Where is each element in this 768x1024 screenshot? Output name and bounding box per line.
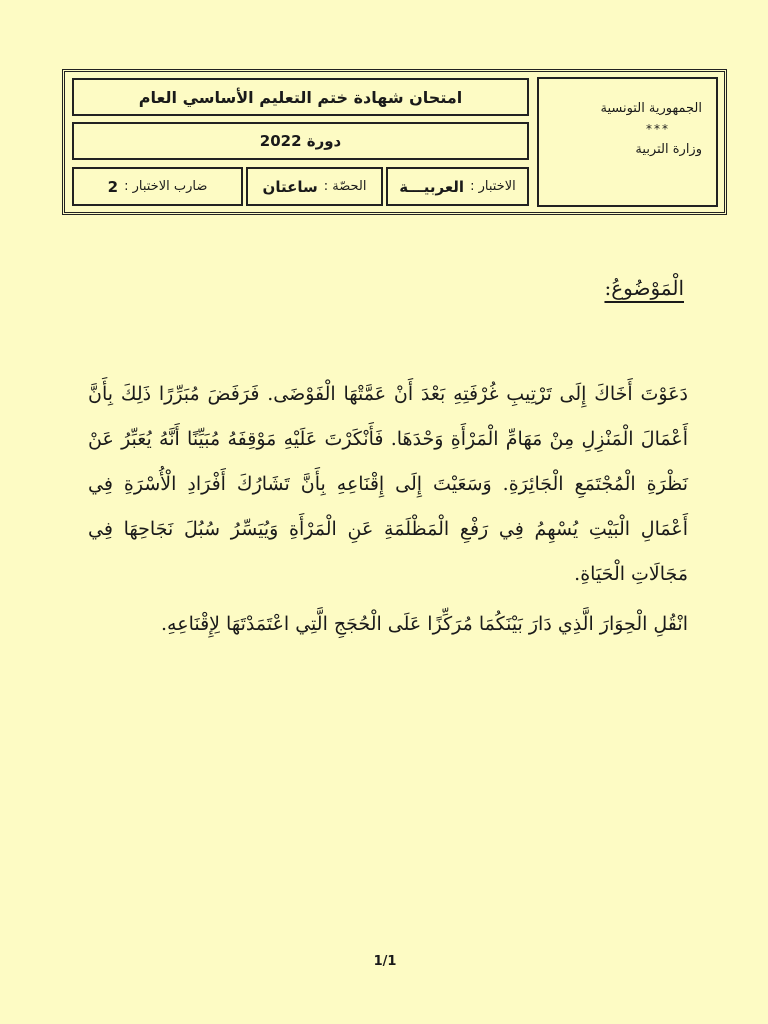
prompt-paragraph: دَعَوْتَ أَخَاكَ إِلَى تَرْتِيبِ غُرْفَتِهِ بَعْدَ أَنْ عَمَّتْهَا الْفَوْضَى. فَرَفَضَ مُبَرِّرًا ذَلِكَ بِأَنَّ أَعْمَالَ الْمَنْزِلِ مِنْ مَهَامِّ الْمَرْأَةِ وَحْدَهَا. فَأَنْكَرْتَ عَلَيْهِ مَوْقِفَهُ مُبَيِّنًا أَنَّهُ يُعَبِّرُ عَنْ نَظْرَةِ الْمُجْتَمَعِ الْجَائِرَةِ. وَسَعَيْتَ إِلَى إِقْنَاعِهِ بِأَنَّ تَشَارُكَ أَفْرَادِ الْأُسْرَةِ فِي أَعْمَالِ الْبَيْتِ يُسْهِمُ فِي رَفْعِ الْمَظْلَمَةِ عَنِ الْمَرْأَةِ وَيُيَسِّرُ سُبُلَ نَجَاحِهَا فِي مَجَالَاتِ الْحَيَاةِ. [88,383,688,585]
duration-box [246,167,383,206]
coefficient-box [72,167,243,206]
coefficient-value: 2 [107,177,119,196]
subject-label: الاختبار : [470,179,516,194]
republic-label: الجمهورية التونسية [600,101,702,116]
duration-label: الحصّة : [323,179,367,194]
exam-title-box [72,78,529,116]
subject-box [386,167,529,206]
ministry-label: وزارة التربية [635,142,702,157]
exam-title: امتحان شهادة ختم التعليم الأساسي العام [138,87,463,107]
session-label: دورة 2022 [259,132,342,150]
subject-heading: الْمَوْضُوعُ: [604,276,684,300]
coefficient-label: ضارب الاختبار : [124,179,208,194]
ministry-box [537,77,718,207]
session-box [72,122,529,160]
stars-ornament: *** [646,122,670,136]
duration-value: ساعتان [262,177,318,196]
page-number: 1/1 [373,954,397,969]
subject-value: العربيـــة [399,177,465,196]
task-instruction: انْقُلِ الْحِوَارَ الَّذِي دَارَ بَيْنَكُمَا مُرَكِّزًا عَلَى الْحُجَجِ الَّتِي اعْتَمَدْتَهَا لِإِقْنَاعِهِ. [161,613,688,635]
